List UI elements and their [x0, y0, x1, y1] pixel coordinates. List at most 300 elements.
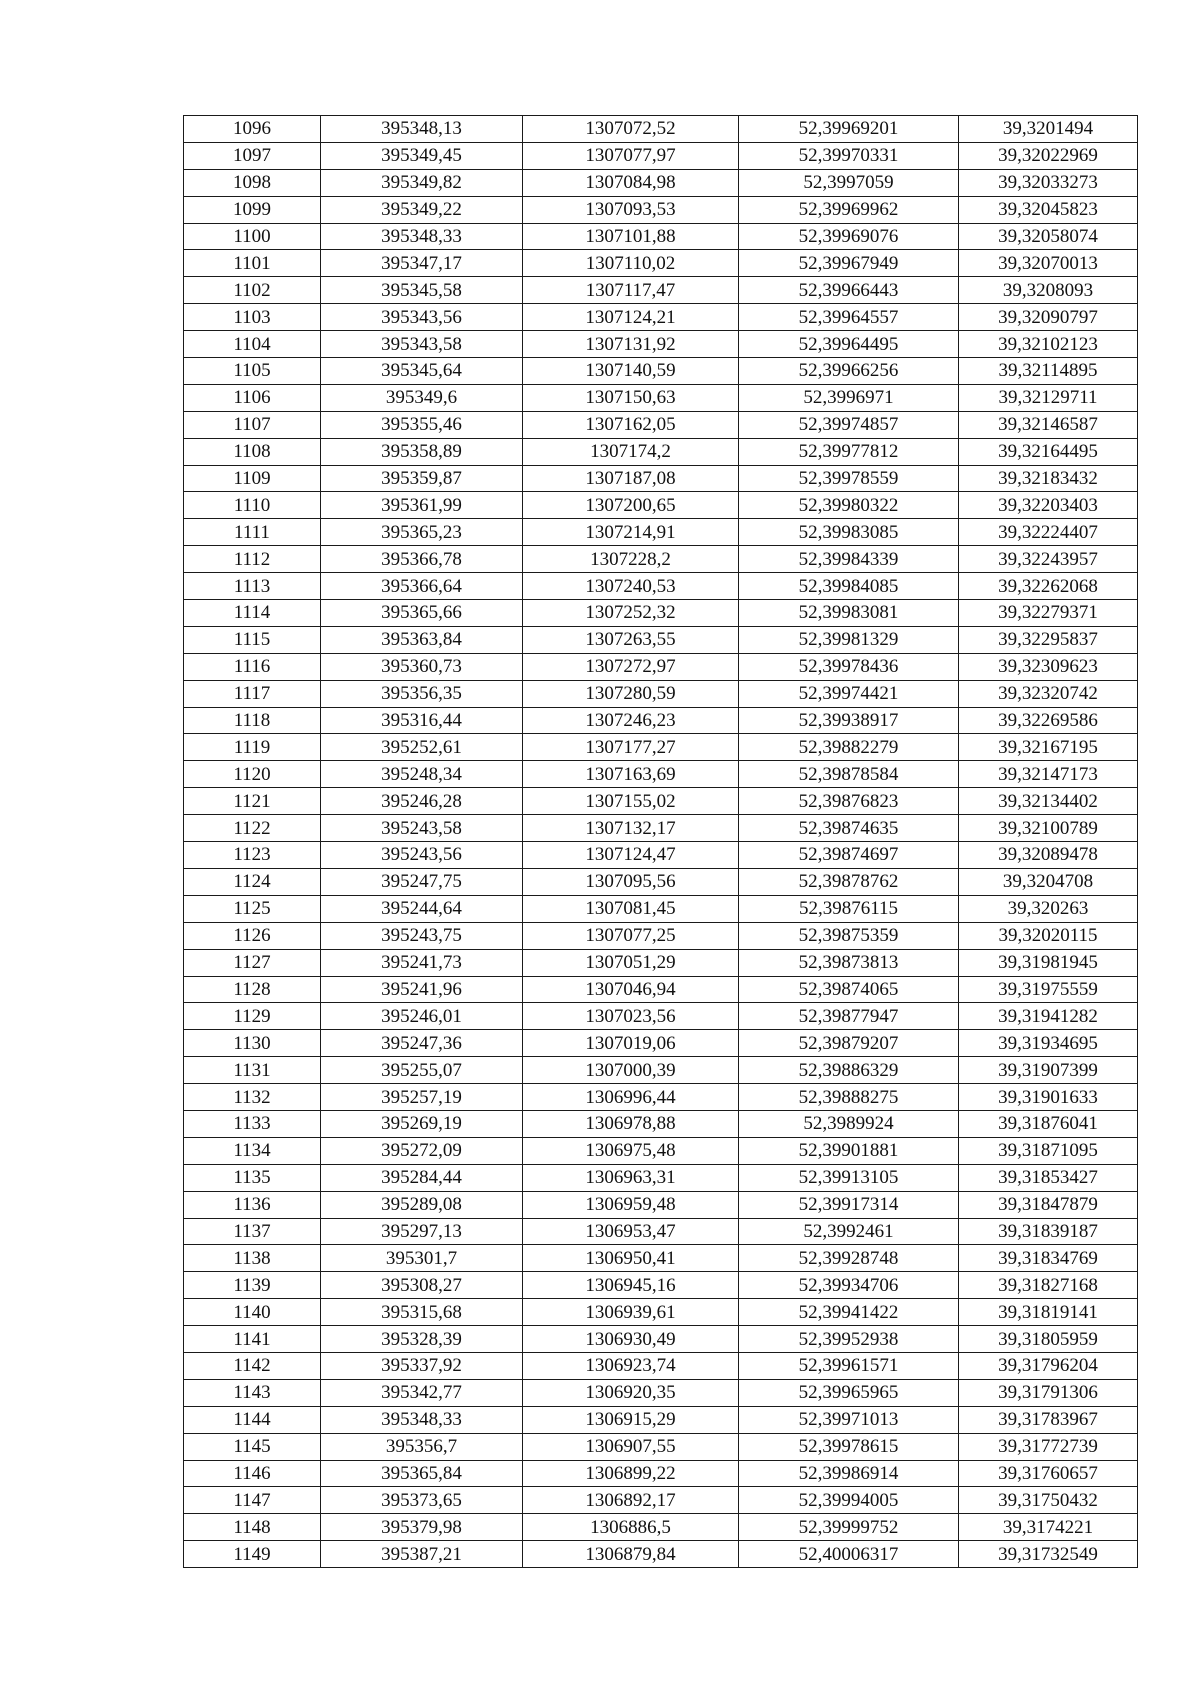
longitude-cell: 39,31772739: [959, 1433, 1138, 1460]
y-coordinate-cell: 1306920,35: [523, 1379, 739, 1406]
table-row: [184, 1057, 1138, 1084]
x-coordinate-cell: 395347,17: [321, 250, 523, 277]
longitude-cell: 39,32183432: [959, 465, 1138, 492]
latitude-cell: 52,39878762: [739, 868, 959, 895]
table-row: [184, 815, 1138, 842]
longitude-cell: 39,31760657: [959, 1460, 1138, 1487]
latitude-cell: 52,39888275: [739, 1084, 959, 1111]
table-row: [184, 680, 1138, 707]
table-row: [184, 1406, 1138, 1433]
x-coordinate-cell: 395246,01: [321, 1003, 523, 1030]
point-number-cell: 1100: [184, 223, 321, 250]
longitude-cell: 39,32262068: [959, 573, 1138, 600]
point-number-cell: 1099: [184, 196, 321, 223]
latitude-cell: 52,39966256: [739, 358, 959, 385]
latitude-cell: 52,39969076: [739, 223, 959, 250]
x-coordinate-cell: 395243,56: [321, 842, 523, 869]
longitude-cell: 39,31834769: [959, 1245, 1138, 1272]
longitude-cell: 39,32058074: [959, 223, 1138, 250]
x-coordinate-cell: 395243,75: [321, 922, 523, 949]
point-number-cell: 1126: [184, 922, 321, 949]
table-row: [184, 976, 1138, 1003]
y-coordinate-cell: 1307240,53: [523, 573, 739, 600]
y-coordinate-cell: 1307214,91: [523, 519, 739, 546]
latitude-cell: 52,39981329: [739, 626, 959, 653]
x-coordinate-cell: 395316,44: [321, 707, 523, 734]
latitude-cell: 52,39980322: [739, 492, 959, 519]
point-number-cell: 1107: [184, 411, 321, 438]
x-coordinate-cell: 395365,23: [321, 519, 523, 546]
point-number-cell: 1098: [184, 169, 321, 196]
latitude-cell: 52,39879207: [739, 1030, 959, 1057]
y-coordinate-cell: 1307246,23: [523, 707, 739, 734]
longitude-cell: 39,31853427: [959, 1164, 1138, 1191]
table-row: [184, 1460, 1138, 1487]
longitude-cell: 39,32309623: [959, 653, 1138, 680]
latitude-cell: 52,39999752: [739, 1514, 959, 1541]
y-coordinate-cell: 1307263,55: [523, 626, 739, 653]
table-row: [184, 1326, 1138, 1353]
latitude-cell: 52,39977812: [739, 438, 959, 465]
longitude-cell: 39,3204708: [959, 868, 1138, 895]
x-coordinate-cell: 395349,82: [321, 169, 523, 196]
x-coordinate-cell: 395365,66: [321, 600, 523, 627]
point-number-cell: 1132: [184, 1084, 321, 1111]
latitude-cell: 52,39978436: [739, 653, 959, 680]
point-number-cell: 1137: [184, 1218, 321, 1245]
point-number-cell: 1123: [184, 842, 321, 869]
longitude-cell: 39,32129711: [959, 384, 1138, 411]
x-coordinate-cell: 395345,58: [321, 277, 523, 304]
y-coordinate-cell: 1307132,17: [523, 815, 739, 842]
latitude-cell: 52,39917314: [739, 1191, 959, 1218]
latitude-cell: 52,39969201: [739, 116, 959, 143]
table-row: [184, 734, 1138, 761]
longitude-cell: 39,32102123: [959, 331, 1138, 358]
x-coordinate-cell: 395308,27: [321, 1272, 523, 1299]
y-coordinate-cell: 1307081,45: [523, 895, 739, 922]
point-number-cell: 1101: [184, 250, 321, 277]
latitude-cell: 52,39874697: [739, 842, 959, 869]
longitude-cell: 39,31934695: [959, 1030, 1138, 1057]
point-number-cell: 1118: [184, 707, 321, 734]
point-number-cell: 1131: [184, 1057, 321, 1084]
latitude-cell: 52,39934706: [739, 1272, 959, 1299]
longitude-cell: 39,32020115: [959, 922, 1138, 949]
x-coordinate-cell: 395297,13: [321, 1218, 523, 1245]
x-coordinate-cell: 395247,75: [321, 868, 523, 895]
x-coordinate-cell: 395365,84: [321, 1460, 523, 1487]
point-number-cell: 1104: [184, 331, 321, 358]
point-number-cell: 1130: [184, 1030, 321, 1057]
y-coordinate-cell: 1307150,63: [523, 384, 739, 411]
table-row: [184, 653, 1138, 680]
table-row: [184, 895, 1138, 922]
x-coordinate-cell: 395345,64: [321, 358, 523, 385]
table-row: [184, 331, 1138, 358]
y-coordinate-cell: 1306978,88: [523, 1110, 739, 1137]
latitude-cell: 52,39873813: [739, 949, 959, 976]
y-coordinate-cell: 1307046,94: [523, 976, 739, 1003]
coordinates-table: [183, 115, 1138, 1568]
longitude-cell: 39,31805959: [959, 1326, 1138, 1353]
table-row: [184, 949, 1138, 976]
table-row: [184, 1352, 1138, 1379]
y-coordinate-cell: 1307117,47: [523, 277, 739, 304]
y-coordinate-cell: 1307077,97: [523, 142, 739, 169]
table-row: [184, 546, 1138, 573]
y-coordinate-cell: 1306959,48: [523, 1191, 739, 1218]
longitude-cell: 39,31876041: [959, 1110, 1138, 1137]
y-coordinate-cell: 1307084,98: [523, 169, 739, 196]
latitude-cell: 52,39876823: [739, 788, 959, 815]
y-coordinate-cell: 1307200,65: [523, 492, 739, 519]
y-coordinate-cell: 1307101,88: [523, 223, 739, 250]
point-number-cell: 1136: [184, 1191, 321, 1218]
point-number-cell: 1110: [184, 492, 321, 519]
point-number-cell: 1112: [184, 546, 321, 573]
longitude-cell: 39,32147173: [959, 761, 1138, 788]
table-row: [184, 1110, 1138, 1137]
x-coordinate-cell: 395247,36: [321, 1030, 523, 1057]
y-coordinate-cell: 1306975,48: [523, 1137, 739, 1164]
y-coordinate-cell: 1306899,22: [523, 1460, 739, 1487]
longitude-cell: 39,31981945: [959, 949, 1138, 976]
point-number-cell: 1146: [184, 1460, 321, 1487]
point-number-cell: 1121: [184, 788, 321, 815]
x-coordinate-cell: 395289,08: [321, 1191, 523, 1218]
table-row: [184, 600, 1138, 627]
longitude-cell: 39,32320742: [959, 680, 1138, 707]
longitude-cell: 39,31839187: [959, 1218, 1138, 1245]
latitude-cell: 52,39974857: [739, 411, 959, 438]
table-row: [184, 492, 1138, 519]
x-coordinate-cell: 395360,73: [321, 653, 523, 680]
point-number-cell: 1103: [184, 304, 321, 331]
latitude-cell: 52,39983081: [739, 600, 959, 627]
latitude-cell: 52,39874635: [739, 815, 959, 842]
y-coordinate-cell: 1306939,61: [523, 1299, 739, 1326]
x-coordinate-cell: 395337,92: [321, 1352, 523, 1379]
table-row: [184, 196, 1138, 223]
longitude-cell: 39,31783967: [959, 1406, 1138, 1433]
longitude-cell: 39,31750432: [959, 1487, 1138, 1514]
point-number-cell: 1133: [184, 1110, 321, 1137]
x-coordinate-cell: 395387,21: [321, 1541, 523, 1568]
point-number-cell: 1144: [184, 1406, 321, 1433]
table-row: [184, 1003, 1138, 1030]
table-row: [184, 223, 1138, 250]
latitude-cell: 52,39969962: [739, 196, 959, 223]
table-row: [184, 1514, 1138, 1541]
longitude-cell: 39,320263: [959, 895, 1138, 922]
longitude-cell: 39,32167195: [959, 734, 1138, 761]
table-row: [184, 1299, 1138, 1326]
table-row: [184, 169, 1138, 196]
x-coordinate-cell: 395301,7: [321, 1245, 523, 1272]
latitude-cell: 52,39874065: [739, 976, 959, 1003]
point-number-cell: 1145: [184, 1433, 321, 1460]
latitude-cell: 52,39938917: [739, 707, 959, 734]
x-coordinate-cell: 395366,64: [321, 573, 523, 600]
latitude-cell: 52,39928748: [739, 1245, 959, 1272]
longitude-cell: 39,31847879: [959, 1191, 1138, 1218]
table-row: [184, 519, 1138, 546]
x-coordinate-cell: 395342,77: [321, 1379, 523, 1406]
table-row: [184, 358, 1138, 385]
latitude-cell: 52,3996971: [739, 384, 959, 411]
latitude-cell: 52,3989924: [739, 1110, 959, 1137]
longitude-cell: 39,32279371: [959, 600, 1138, 627]
point-number-cell: 1122: [184, 815, 321, 842]
y-coordinate-cell: 1307110,02: [523, 250, 739, 277]
x-coordinate-cell: 395363,84: [321, 626, 523, 653]
latitude-cell: 52,39994005: [739, 1487, 959, 1514]
latitude-cell: 52,39965965: [739, 1379, 959, 1406]
point-number-cell: 1140: [184, 1299, 321, 1326]
latitude-cell: 52,39964557: [739, 304, 959, 331]
x-coordinate-cell: 395348,13: [321, 116, 523, 143]
latitude-cell: 52,39964495: [739, 331, 959, 358]
longitude-cell: 39,31907399: [959, 1057, 1138, 1084]
y-coordinate-cell: 1307280,59: [523, 680, 739, 707]
point-number-cell: 1129: [184, 1003, 321, 1030]
x-coordinate-cell: 395359,87: [321, 465, 523, 492]
x-coordinate-cell: 395349,45: [321, 142, 523, 169]
latitude-cell: 52,39901881: [739, 1137, 959, 1164]
longitude-cell: 39,31796204: [959, 1352, 1138, 1379]
table-row: [184, 1245, 1138, 1272]
y-coordinate-cell: 1307155,02: [523, 788, 739, 815]
x-coordinate-cell: 395241,73: [321, 949, 523, 976]
y-coordinate-cell: 1307174,2: [523, 438, 739, 465]
x-coordinate-cell: 395248,34: [321, 761, 523, 788]
y-coordinate-cell: 1307023,56: [523, 1003, 739, 1030]
latitude-cell: 52,39974421: [739, 680, 959, 707]
y-coordinate-cell: 1306945,16: [523, 1272, 739, 1299]
point-number-cell: 1106: [184, 384, 321, 411]
point-number-cell: 1097: [184, 142, 321, 169]
longitude-cell: 39,32146587: [959, 411, 1138, 438]
latitude-cell: 52,39984085: [739, 573, 959, 600]
latitude-cell: 52,39970331: [739, 142, 959, 169]
longitude-cell: 39,31901633: [959, 1084, 1138, 1111]
table-row: [184, 922, 1138, 949]
point-number-cell: 1124: [184, 868, 321, 895]
y-coordinate-cell: 1307177,27: [523, 734, 739, 761]
y-coordinate-cell: 1307019,06: [523, 1030, 739, 1057]
latitude-cell: 52,39875359: [739, 922, 959, 949]
y-coordinate-cell: 1306923,74: [523, 1352, 739, 1379]
point-number-cell: 1109: [184, 465, 321, 492]
y-coordinate-cell: 1306915,29: [523, 1406, 739, 1433]
point-number-cell: 1114: [184, 600, 321, 627]
x-coordinate-cell: 395343,56: [321, 304, 523, 331]
table-row: [184, 304, 1138, 331]
table-row: [184, 1218, 1138, 1245]
x-coordinate-cell: 395246,28: [321, 788, 523, 815]
y-coordinate-cell: 1307093,53: [523, 196, 739, 223]
longitude-cell: 39,32022969: [959, 142, 1138, 169]
point-number-cell: 1117: [184, 680, 321, 707]
table-row: [184, 1191, 1138, 1218]
table-row: [184, 1541, 1138, 1568]
table-row: [184, 1084, 1138, 1111]
longitude-cell: 39,31975559: [959, 976, 1138, 1003]
longitude-cell: 39,32045823: [959, 196, 1138, 223]
table-row: [184, 384, 1138, 411]
point-number-cell: 1139: [184, 1272, 321, 1299]
x-coordinate-cell: 395356,7: [321, 1433, 523, 1460]
x-coordinate-cell: 395348,33: [321, 1406, 523, 1433]
y-coordinate-cell: 1307124,21: [523, 304, 739, 331]
y-coordinate-cell: 1307072,52: [523, 116, 739, 143]
point-number-cell: 1115: [184, 626, 321, 653]
table-row: [184, 868, 1138, 895]
latitude-cell: 52,39878584: [739, 761, 959, 788]
table-row: [184, 761, 1138, 788]
y-coordinate-cell: 1306886,5: [523, 1514, 739, 1541]
table-row: [184, 1433, 1138, 1460]
point-number-cell: 1147: [184, 1487, 321, 1514]
table-row: [184, 116, 1138, 143]
y-coordinate-cell: 1306892,17: [523, 1487, 739, 1514]
y-coordinate-cell: 1307272,97: [523, 653, 739, 680]
latitude-cell: 52,3992461: [739, 1218, 959, 1245]
latitude-cell: 52,3997059: [739, 169, 959, 196]
y-coordinate-cell: 1307187,08: [523, 465, 739, 492]
latitude-cell: 52,39978559: [739, 465, 959, 492]
latitude-cell: 52,39983085: [739, 519, 959, 546]
longitude-cell: 39,32269586: [959, 707, 1138, 734]
table-row: [184, 250, 1138, 277]
longitude-cell: 39,31791306: [959, 1379, 1138, 1406]
table-row: [184, 707, 1138, 734]
y-coordinate-cell: 1307252,32: [523, 600, 739, 627]
latitude-cell: 52,39941422: [739, 1299, 959, 1326]
table-row: [184, 842, 1138, 869]
longitude-cell: 39,32243957: [959, 546, 1138, 573]
x-coordinate-cell: 395379,98: [321, 1514, 523, 1541]
longitude-cell: 39,32033273: [959, 169, 1138, 196]
x-coordinate-cell: 395361,99: [321, 492, 523, 519]
longitude-cell: 39,3174221: [959, 1514, 1138, 1541]
latitude-cell: 52,39971013: [739, 1406, 959, 1433]
point-number-cell: 1119: [184, 734, 321, 761]
point-number-cell: 1125: [184, 895, 321, 922]
latitude-cell: 52,39986914: [739, 1460, 959, 1487]
x-coordinate-cell: 395349,6: [321, 384, 523, 411]
y-coordinate-cell: 1307228,2: [523, 546, 739, 573]
point-number-cell: 1143: [184, 1379, 321, 1406]
x-coordinate-cell: 395373,65: [321, 1487, 523, 1514]
x-coordinate-cell: 395272,09: [321, 1137, 523, 1164]
latitude-cell: 52,39877947: [739, 1003, 959, 1030]
latitude-cell: 52,39952938: [739, 1326, 959, 1353]
x-coordinate-cell: 395349,22: [321, 196, 523, 223]
y-coordinate-cell: 1307140,59: [523, 358, 739, 385]
table-row: [184, 1030, 1138, 1057]
x-coordinate-cell: 395241,96: [321, 976, 523, 1003]
point-number-cell: 1138: [184, 1245, 321, 1272]
x-coordinate-cell: 395315,68: [321, 1299, 523, 1326]
coordinates-table-body: [184, 116, 1138, 1568]
longitude-cell: 39,31732549: [959, 1541, 1138, 1568]
point-number-cell: 1105: [184, 358, 321, 385]
latitude-cell: 52,39961571: [739, 1352, 959, 1379]
longitude-cell: 39,31871095: [959, 1137, 1138, 1164]
x-coordinate-cell: 395348,33: [321, 223, 523, 250]
point-number-cell: 1148: [184, 1514, 321, 1541]
longitude-cell: 39,31819141: [959, 1299, 1138, 1326]
y-coordinate-cell: 1307124,47: [523, 842, 739, 869]
x-coordinate-cell: 395356,35: [321, 680, 523, 707]
longitude-cell: 39,32134402: [959, 788, 1138, 815]
table-row: [184, 411, 1138, 438]
point-number-cell: 1111: [184, 519, 321, 546]
latitude-cell: 52,39876115: [739, 895, 959, 922]
latitude-cell: 52,39967949: [739, 250, 959, 277]
longitude-cell: 39,3208093: [959, 277, 1138, 304]
table-row: [184, 142, 1138, 169]
point-number-cell: 1120: [184, 761, 321, 788]
longitude-cell: 39,32203403: [959, 492, 1138, 519]
point-number-cell: 1108: [184, 438, 321, 465]
point-number-cell: 1134: [184, 1137, 321, 1164]
longitude-cell: 39,32089478: [959, 842, 1138, 869]
latitude-cell: 52,39886329: [739, 1057, 959, 1084]
y-coordinate-cell: 1307095,56: [523, 868, 739, 895]
point-number-cell: 1142: [184, 1352, 321, 1379]
x-coordinate-cell: 395355,46: [321, 411, 523, 438]
table-row: [184, 277, 1138, 304]
table-row: [184, 438, 1138, 465]
y-coordinate-cell: 1307162,05: [523, 411, 739, 438]
y-coordinate-cell: 1306996,44: [523, 1084, 739, 1111]
latitude-cell: 52,39966443: [739, 277, 959, 304]
point-number-cell: 1096: [184, 116, 321, 143]
table-row: [184, 1137, 1138, 1164]
x-coordinate-cell: 395358,89: [321, 438, 523, 465]
y-coordinate-cell: 1306879,84: [523, 1541, 739, 1568]
x-coordinate-cell: 395328,39: [321, 1326, 523, 1353]
x-coordinate-cell: 395255,07: [321, 1057, 523, 1084]
longitude-cell: 39,32295837: [959, 626, 1138, 653]
x-coordinate-cell: 395257,19: [321, 1084, 523, 1111]
x-coordinate-cell: 395284,44: [321, 1164, 523, 1191]
longitude-cell: 39,32070013: [959, 250, 1138, 277]
longitude-cell: 39,32100789: [959, 815, 1138, 842]
longitude-cell: 39,32114895: [959, 358, 1138, 385]
table-row: [184, 573, 1138, 600]
y-coordinate-cell: 1306907,55: [523, 1433, 739, 1460]
table-row: [184, 1379, 1138, 1406]
longitude-cell: 39,3201494: [959, 116, 1138, 143]
y-coordinate-cell: 1306953,47: [523, 1218, 739, 1245]
x-coordinate-cell: 395243,58: [321, 815, 523, 842]
point-number-cell: 1102: [184, 277, 321, 304]
point-number-cell: 1149: [184, 1541, 321, 1568]
x-coordinate-cell: 395269,19: [321, 1110, 523, 1137]
y-coordinate-cell: 1307163,69: [523, 761, 739, 788]
y-coordinate-cell: 1307131,92: [523, 331, 739, 358]
x-coordinate-cell: 395244,64: [321, 895, 523, 922]
y-coordinate-cell: 1307051,29: [523, 949, 739, 976]
latitude-cell: 52,40006317: [739, 1541, 959, 1568]
latitude-cell: 52,39984339: [739, 546, 959, 573]
longitude-cell: 39,31827168: [959, 1272, 1138, 1299]
x-coordinate-cell: 395366,78: [321, 546, 523, 573]
